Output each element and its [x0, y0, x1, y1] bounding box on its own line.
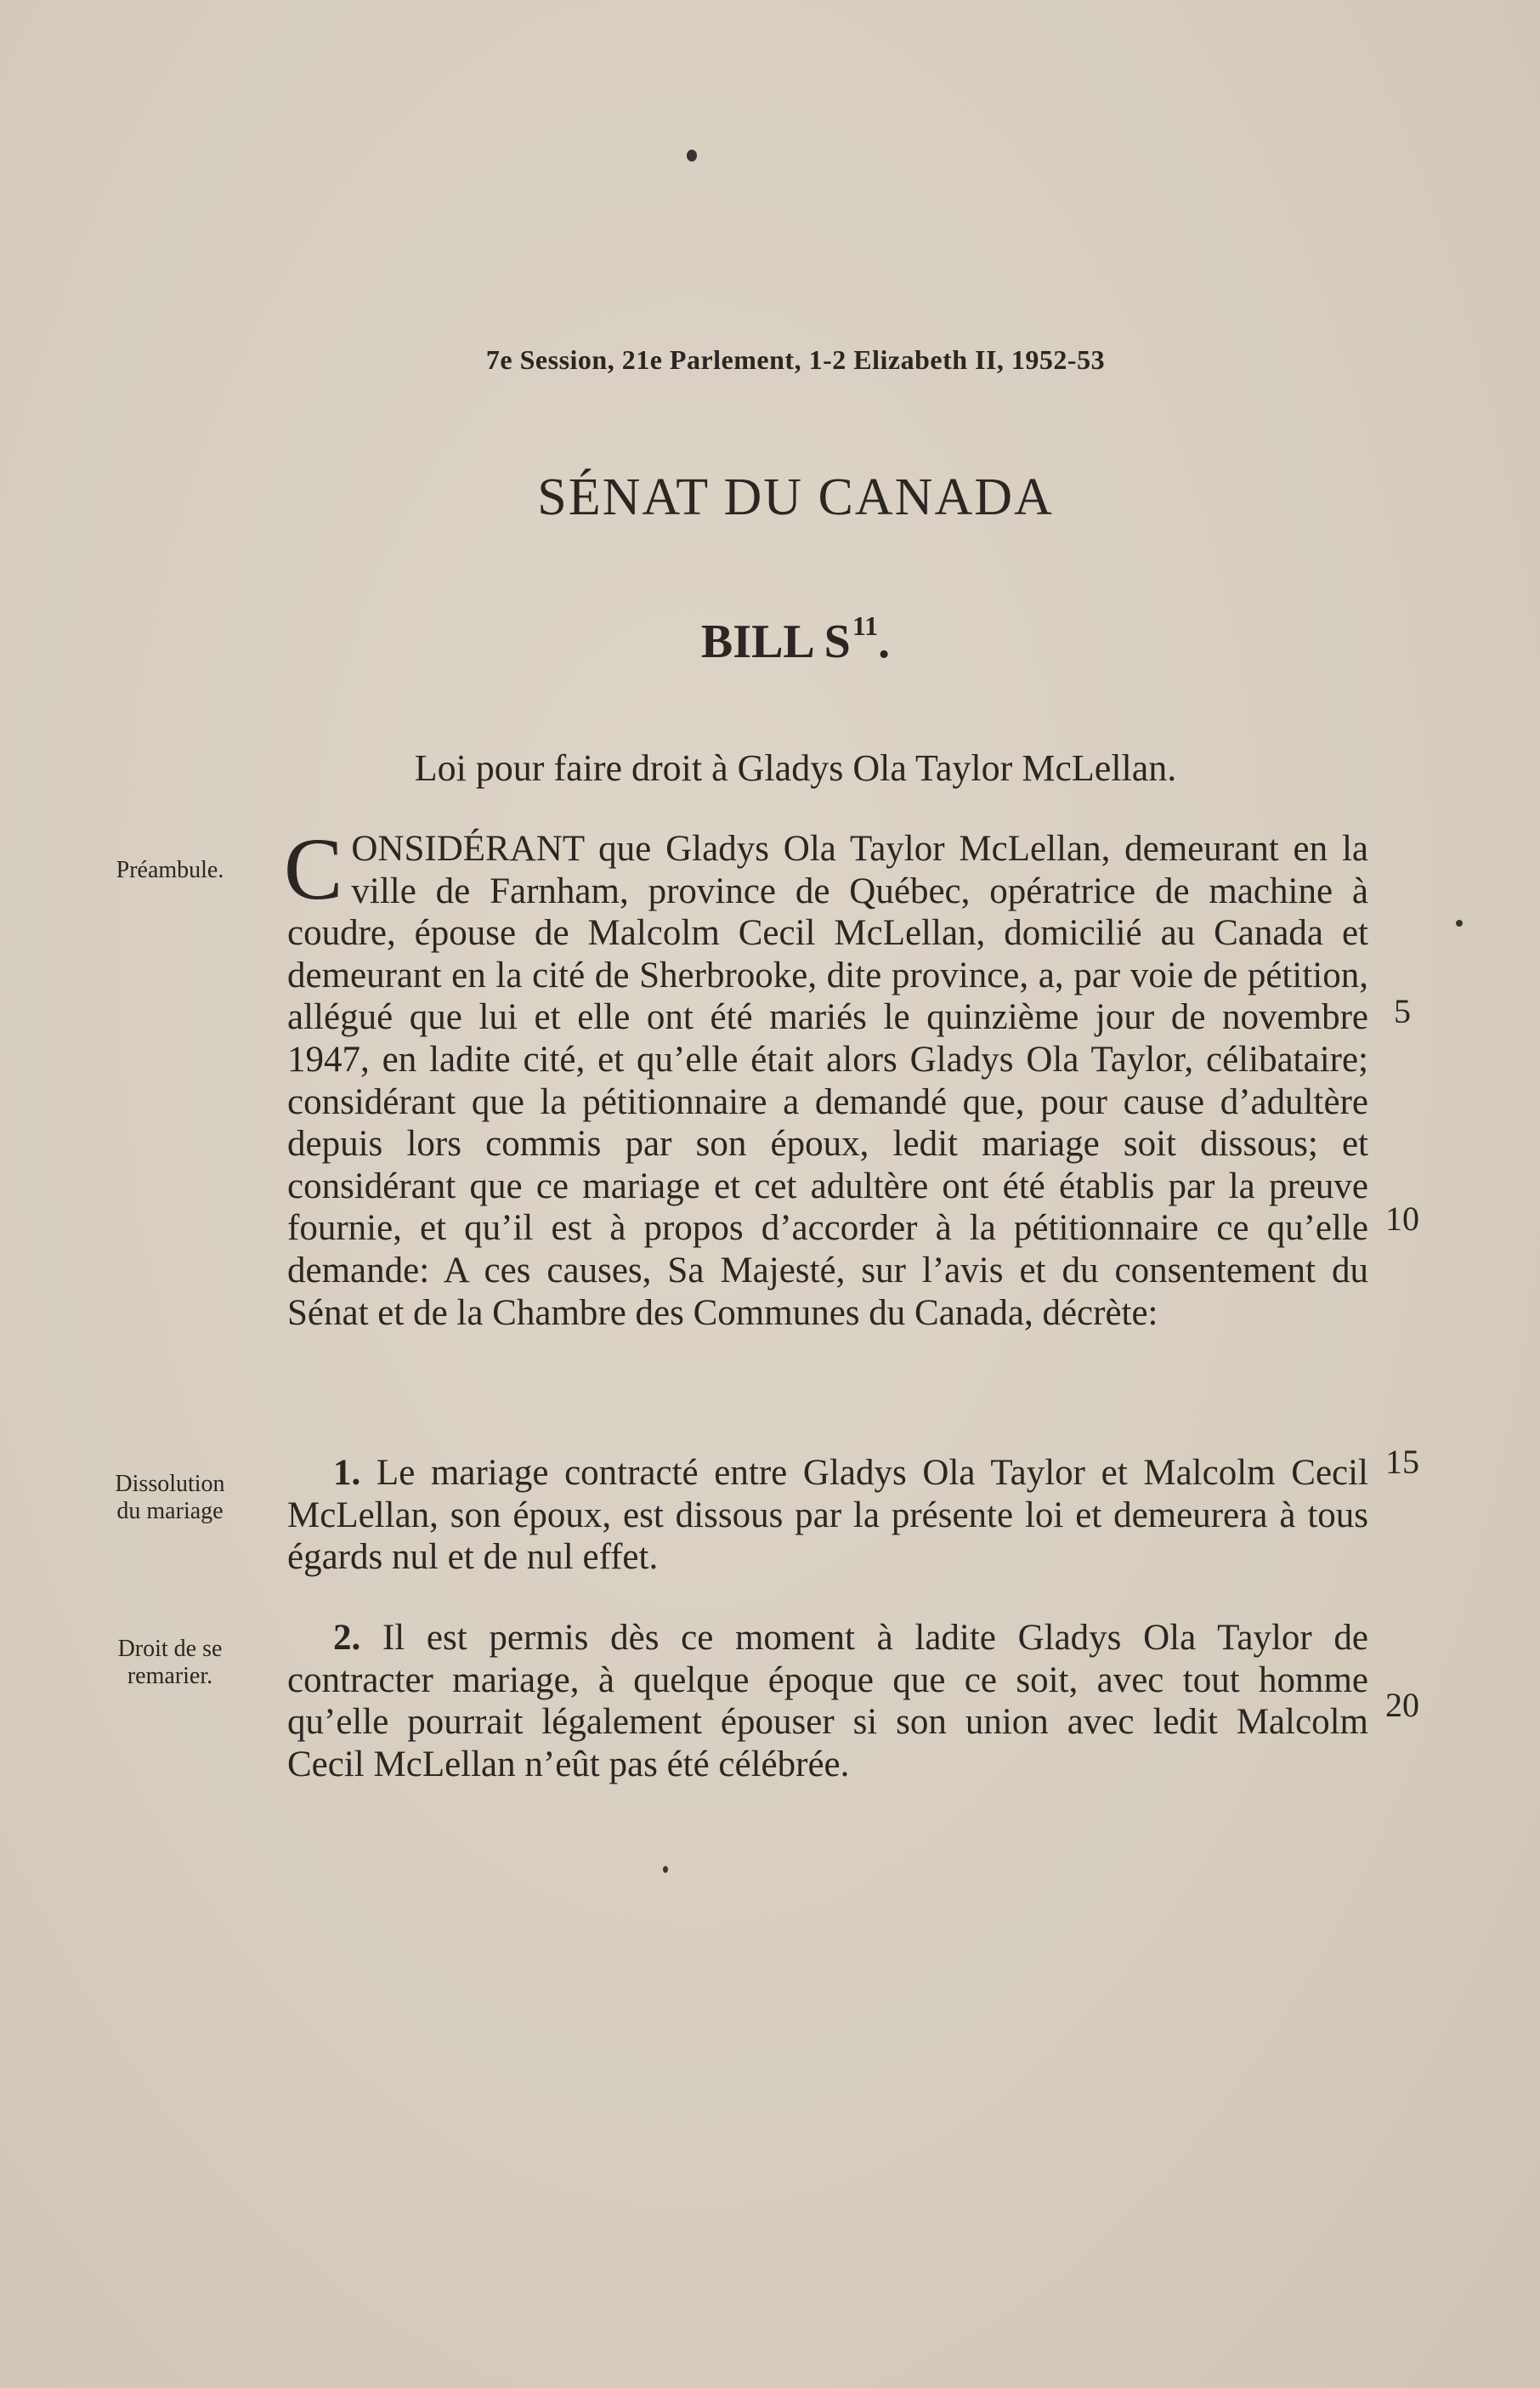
ink-speck	[663, 1866, 668, 1873]
session-line: 7e Session, 21e Parlement, 1-2 Elizabeth II, 1952-53	[485, 344, 1106, 375]
ink-speck	[687, 150, 697, 162]
bill-period: .	[878, 615, 891, 668]
margin-note-preamble	[85, 857, 255, 884]
line-number-5: 5	[1394, 992, 1411, 1030]
section-1-text: Le mariage contracté entre Gladys Ola Taylor et Malcolm Cecil McLellan, son époux, est dissous par la présente loi et demeurera à tous égards nul et de nul effet.	[287, 1453, 1369, 1578]
line-number-10: 10	[1385, 1200, 1419, 1238]
line-number-15: 15	[1385, 1443, 1419, 1481]
bill-number: 11	[852, 610, 879, 641]
bill-heading	[0, 610, 1540, 669]
margin-note-remarry-line2: remarier.	[127, 1663, 213, 1689]
section-2-text: Il est permis dès ce moment à ladite Gladys Ola Taylor de contracter mariage, à quelque époque que ce soit, avec tout homme qu’elle pourrait légalement épouser si son union avec ledit Malcolm Cecil McLellan n’eût pas été célébrée.	[287, 1618, 1369, 1784]
margin-note-preamble-text: Préambule.	[116, 857, 224, 883]
line-number-20: 20	[1385, 1686, 1419, 1724]
preamble-paragraph	[284, 820, 1368, 1334]
margin-note-dissolution-line1: Dissolution	[115, 1471, 225, 1497]
section-1-number: 1.	[333, 1453, 361, 1493]
margin-note-dissolution	[85, 1471, 255, 1525]
section-2-number: 2.	[333, 1618, 361, 1658]
section-2	[287, 1617, 1368, 1785]
preamble-dropcap: C	[284, 820, 343, 918]
section-1	[287, 1452, 1368, 1579]
bill-label: BILL S	[700, 615, 851, 668]
margin-note-remarry	[85, 1636, 255, 1690]
preamble-text: ONSIDÉRANT que Gladys Ola Taylor McLellan, demeurant en la ville de Farnham, province de Québec, opératrice de machine à coudre, épouse de Malcolm Cecil McLellan, domicilié au Canada et demeurant en la cité de Sherbrooke, dite province, a, par voie de pétition, allégué que lui et elle ont été mariés le quinzième jour de novembre 1947, en ladite cité, et qu’elle était alors Gladys Ola Taylor, célibataire; considérant que la pétitionnaire a demandé que, pour cause d’adultère depuis lors commis par son époux, ledit mariage soit dissous; et considérant que ce mariage et cet adultère ont été établis par la preuve fournie, et qu’il est à propos d’accorder à la pétitionnaire ce qu’elle demande: A ces causes, Sa Majesté, sur l’avis et du consentement du Sénat et de la Chambre des Communes du Canada, décrète:	[287, 829, 1368, 1333]
margin-note-remarry-line1: Droit de se	[117, 1636, 223, 1662]
senate-heading: SÉNAT DU CANADA	[537, 468, 1054, 526]
margin-note-dissolution-line2: du mariage	[116, 1498, 224, 1524]
act-title: Loi pour faire droit à Gladys Ola Taylor McLellan.	[414, 747, 1177, 789]
ink-speck	[1456, 920, 1463, 927]
